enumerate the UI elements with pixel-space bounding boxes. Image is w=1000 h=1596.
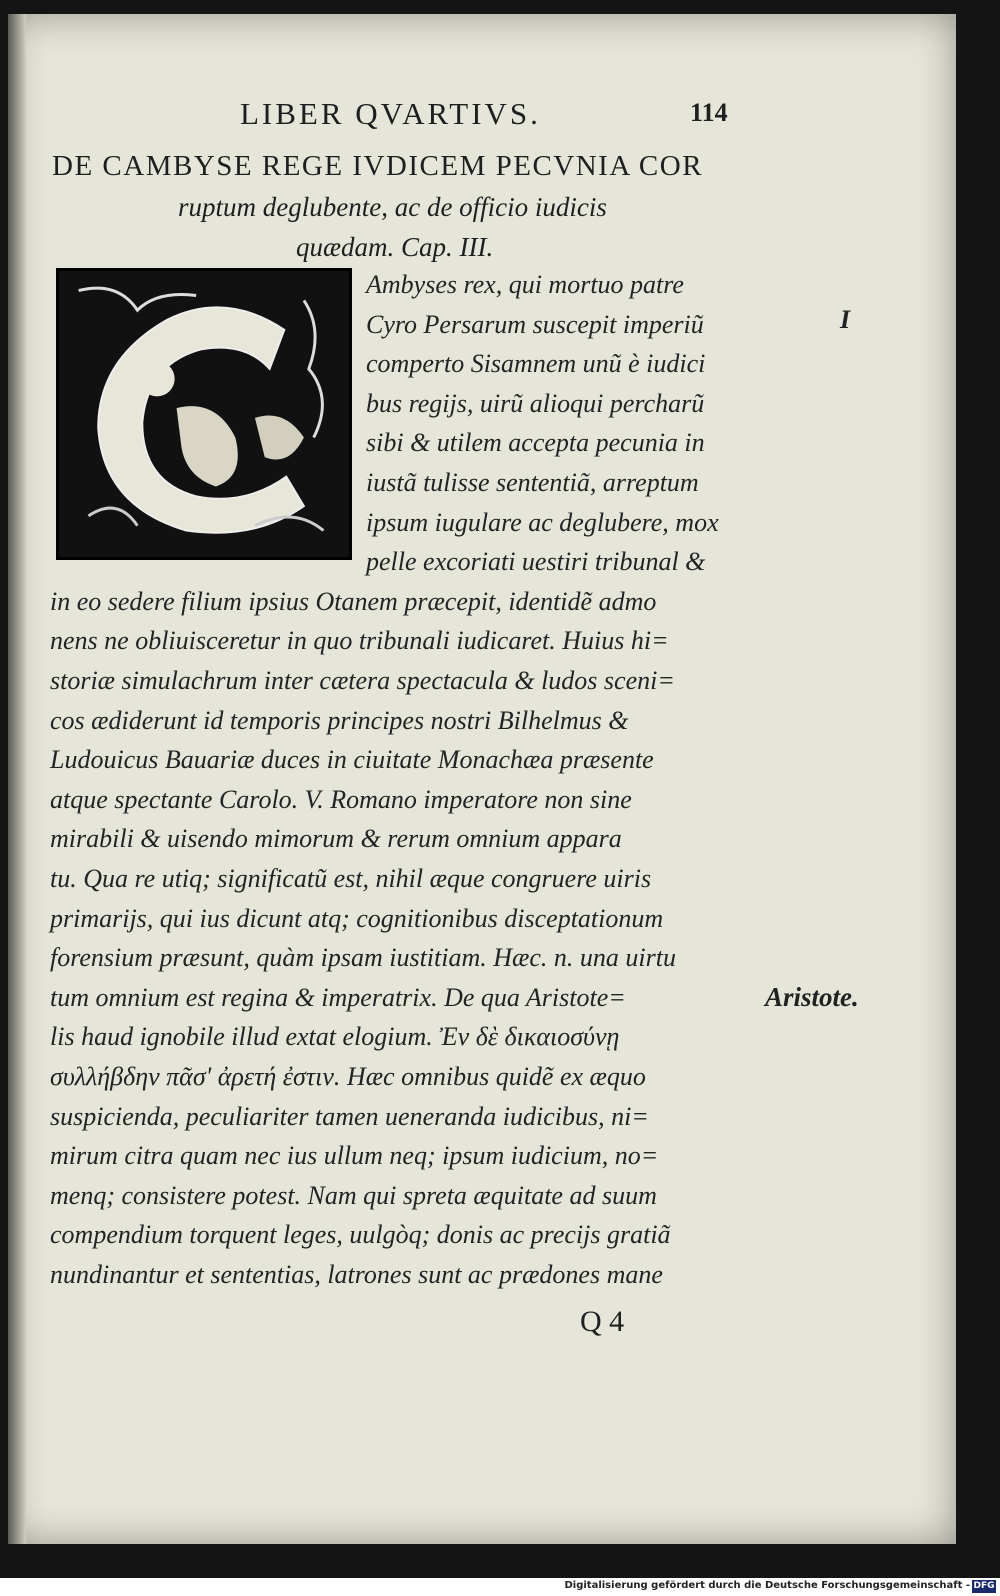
text-line: tu. Qua re utiq; significatũ est, nihil æque congruere uiris <box>50 864 652 893</box>
text-line: mirabili & uisendo mimorum & rerum omnium appara <box>50 824 622 854</box>
signature-mark: Q 4 <box>580 1305 625 1338</box>
marginal-note-aristoteles: Aristote. <box>765 982 859 1012</box>
text-line: primarijs, qui ius dicunt atq; cognitionibus disceptationum <box>50 903 664 933</box>
woodcut-initial-icon <box>59 271 349 557</box>
text-line: Ambyses rex, qui mortuo patre <box>366 270 684 299</box>
text-line: bus regijs, uirũ alioqui percharũ <box>366 388 705 418</box>
decorated-initial <box>56 268 352 560</box>
text-line: tum omnium est regina & imperatrix. De qua Aristote= <box>50 982 626 1012</box>
text-line: nundinantur et sententias, latrones sunt ac prædones mane <box>50 1260 663 1289</box>
text-line: Ludouicus Bauariæ duces in ciuitate Monachæa præsente <box>50 745 654 775</box>
text-line: comperto Sisamnem unũ è iudici <box>366 349 706 379</box>
running-header: LIBER QVARTIVS. <box>240 96 541 131</box>
digitization-credit: Digitalisierung gefördert durch die Deutsche Forschungsgemeinschaft - <box>564 1580 970 1591</box>
dfg-logo: DFG <box>973 1581 995 1591</box>
text-line: mirum citra quam nec ius ullum neq; ipsum iudicium, no= <box>50 1141 659 1171</box>
text-line: iustã tulisse sententiã, arreptum <box>366 468 699 497</box>
text-line: συλλήβδην πᾶσ' ἀρετή ἐστιν. Hæc omnibus quidẽ ex æquo <box>50 1062 646 1091</box>
chapter-heading-line-1: DE CAMBYSE REGE IVDICEM PECVNIA COR <box>52 150 704 182</box>
text-line: menq; consistere potest. Nam qui spreta æquitate ad suum <box>50 1180 657 1210</box>
page-gutter <box>8 14 26 1544</box>
text-line: storiæ simulachrum inter cætera spectacula & ludos sceni= <box>50 666 675 695</box>
text-line: cos ædiderunt id temporis principes nostri Bilhelmus & <box>50 705 629 735</box>
text-line: atque spectante Carolo. V. Romano imperatore non sine <box>50 784 632 814</box>
folio-number: 114 <box>690 98 728 127</box>
text-line: pelle excoriati uestiri tribunal & <box>366 547 706 577</box>
marginal-mark: I <box>840 305 851 334</box>
text-line: nens ne obliuisceretur in quo tribunali iudicaret. Huius hi= <box>50 626 669 656</box>
text-line: in eo sedere filium ipsius Otanem præcepit, identidẽ admo <box>50 586 657 616</box>
text-line: lis haud ignobile illud extat elogium. Ἐν δὲ δικαιοσύνῃ <box>50 1022 620 1052</box>
text-line: ipsum iugulare ac deglubere, mox <box>366 507 719 537</box>
text-line: forensium præsunt, quàm ipsam iustitiam. Hæc. n. una uirtu <box>50 943 676 973</box>
text-line: sibi & utilem accepta pecunia in <box>366 428 705 458</box>
text-line: suspicienda, peculiariter tamen ueneranda iudicibus, ni= <box>50 1101 649 1131</box>
text-line: Cyro Persarum suscepit imperiũ <box>366 309 704 339</box>
text-line: compendium torquent leges, uulgòq; donis ac precijs gratiã <box>50 1220 671 1250</box>
chapter-heading-line-2: ruptum deglubente, ac de officio iudicis <box>178 192 607 222</box>
chapter-heading-line-3: quædam. Cap. III. <box>296 232 494 262</box>
